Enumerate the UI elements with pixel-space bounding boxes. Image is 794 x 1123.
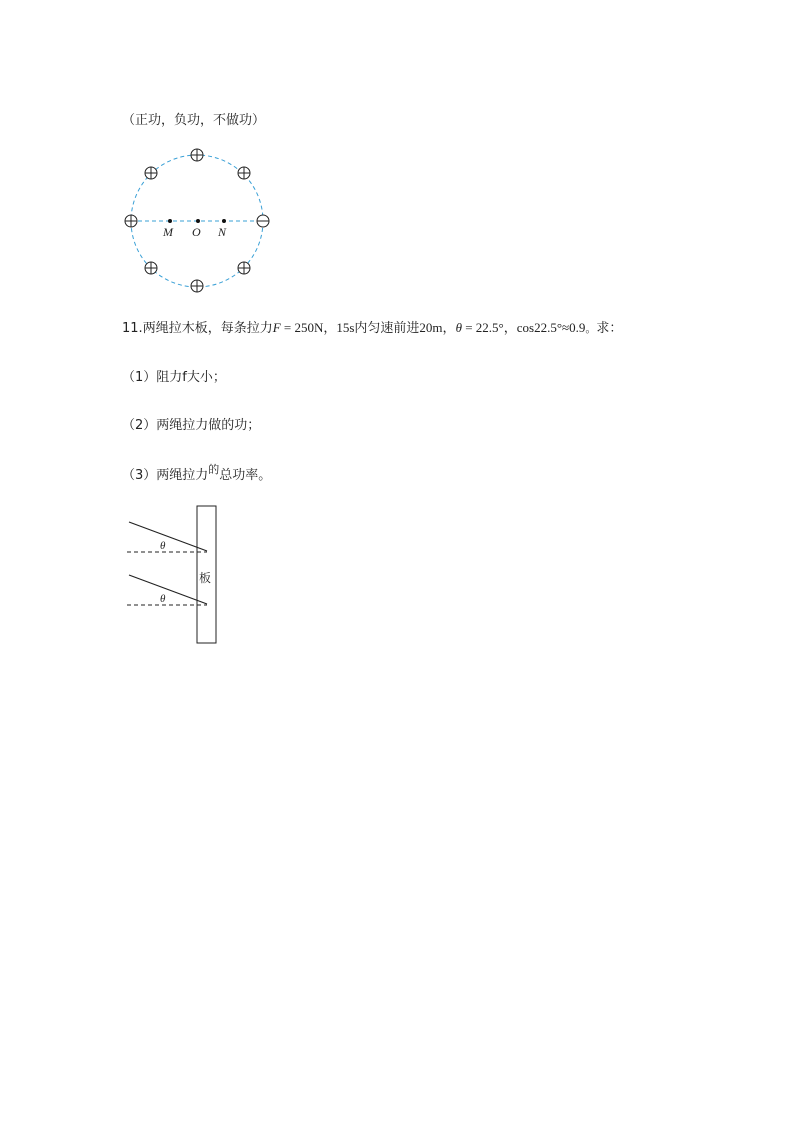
rope-upper bbox=[129, 522, 207, 551]
charge-circle-figure bbox=[118, 146, 278, 296]
var-theta: θ bbox=[455, 320, 462, 335]
rope-lower bbox=[129, 575, 207, 604]
question-text-d: 。 bbox=[585, 322, 597, 335]
positive-charge-lower-left bbox=[145, 262, 157, 274]
angle-label-lower: θ bbox=[160, 593, 166, 605]
angle-label-upper: θ bbox=[160, 540, 166, 552]
question-text-e: 求： bbox=[596, 321, 623, 336]
positive-charge-left bbox=[125, 215, 137, 227]
part-3-text-b: 总功率。 bbox=[219, 468, 272, 483]
point-n bbox=[222, 219, 226, 223]
point-m bbox=[168, 219, 172, 223]
question-number: 11. bbox=[122, 321, 143, 336]
rope-board-figure bbox=[125, 503, 225, 648]
part-2: （2）两绳拉力做的功； bbox=[122, 418, 261, 433]
point-o bbox=[196, 219, 200, 223]
part-3-sup: 的 bbox=[208, 463, 220, 476]
question-text-c: = 22.5°，cos22.5°≈0.9 bbox=[461, 320, 586, 335]
positive-charge-upper-left bbox=[145, 167, 157, 179]
part-1: （1）阻力f大小； bbox=[122, 370, 226, 385]
answer-choices: （正功，负功，不做功） bbox=[122, 113, 266, 128]
part-3 bbox=[122, 464, 271, 483]
question-text-a: 两绳拉木板，每条拉力 bbox=[142, 321, 273, 336]
part-3-text-a: （3）两绳拉力 bbox=[122, 468, 209, 483]
positive-charge-upper-right bbox=[238, 167, 250, 179]
label-n: N bbox=[218, 225, 227, 239]
var-f: F bbox=[272, 320, 281, 335]
positive-charge-top bbox=[191, 149, 203, 161]
label-m: M bbox=[163, 225, 173, 239]
question-text-b: = 250N，15s内匀速前进20m， bbox=[280, 320, 456, 335]
positive-charge-bottom bbox=[191, 280, 203, 292]
negative-charge-right bbox=[257, 215, 269, 227]
question-11 bbox=[122, 317, 622, 336]
label-o: O bbox=[192, 225, 201, 239]
board-label: 板 bbox=[199, 571, 212, 585]
positive-charge-lower-right bbox=[238, 262, 250, 274]
